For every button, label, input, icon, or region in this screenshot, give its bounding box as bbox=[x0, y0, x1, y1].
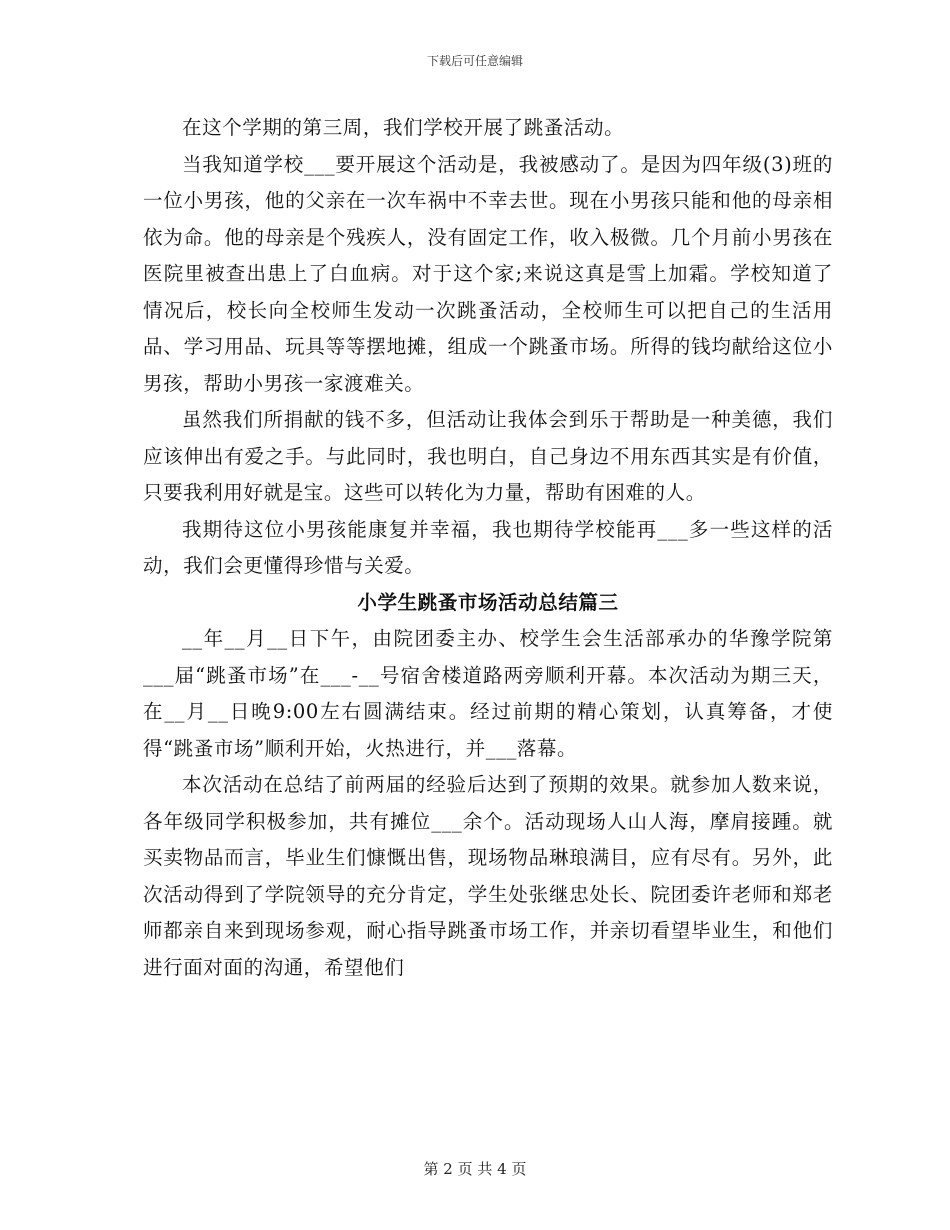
page-header-note: 下载后可任意编辑 bbox=[426, 54, 523, 68]
page-footer-number: 第 2 页 共 4 页 bbox=[423, 1160, 527, 1178]
paragraph-5: __年__月__日下午，由院团委主办、校学生会生活部承办的华豫学院第___届“跳蚤市场”在___-__号宿舍楼道路两旁顺利开幕。本次活动为期三天，在__月__日晚9:00左右圆满结束。经过前期的精心策划，认真筹备，才使得“跳蚤市场”顺利开始，火热进行，并___落幕。 bbox=[143, 627, 833, 760]
paragraph-1: 在这个学期的第三周，我们学校开展了跳蚤活动。 bbox=[182, 116, 625, 139]
paragraph-2: 当我知道学校___要开展这个活动是，我被感动了。是因为四年级(3)班的一位小男孩，他的父亲在一次车祸中不幸去世。现在小男孩只能和他的母亲相依为命。他的母亲是个残疾人，没有固定工作，收入极微。几个月前小男孩在医院里被查出患上了白血病。对于这个家;来说这真是雪上加霜。学校知道了情况后，校长向全校师生发动一次跳蚤活动，全校师生可以把自己的生活用品、学习用品、玩具等等摆地摊，组成一个跳蚤市场。所得的钱均献给这位小男孩，帮助小男孩一家渡难关。 bbox=[143, 152, 833, 395]
paragraph-4: 我期待这位小男孩能康复并幸福，我也期待学校能再___多一些这样的活动，我们会更懂得珍惜与关爱。 bbox=[143, 517, 833, 577]
document-body bbox=[143, 110, 833, 986]
paragraph-3: 虽然我们所捐献的钱不多，但活动让我体会到乐于帮助是一种美德，我们应该伸出有爱之手。与此同时，我也明白，自己身边不用东西其实是有价值，只要我利用好就是宝。这些可以转化为力量，帮助有困难的人。 bbox=[143, 408, 833, 504]
section-title: 小学生跳蚤市场活动总结篇三 bbox=[357, 590, 619, 614]
paragraph-6: 本次活动在总结了前两届的经验后达到了预期的效果。就参加人数来说，各年级同学积极参加，共有摊位___余个。活动现场人山人海，摩肩接踵。就买卖物品而言，毕业生们慷慨出售，现场物品琳琅满目，应有尽有。另外，此次活动得到了学院领导的充分肯定，学生处张继忠处长、院团委许老师和郑老师都亲自来到现场参观，耐心指导跳蚤市场工作，并亲切看望毕业生，和他们进行面对面的沟通，希望他们 bbox=[143, 773, 833, 979]
